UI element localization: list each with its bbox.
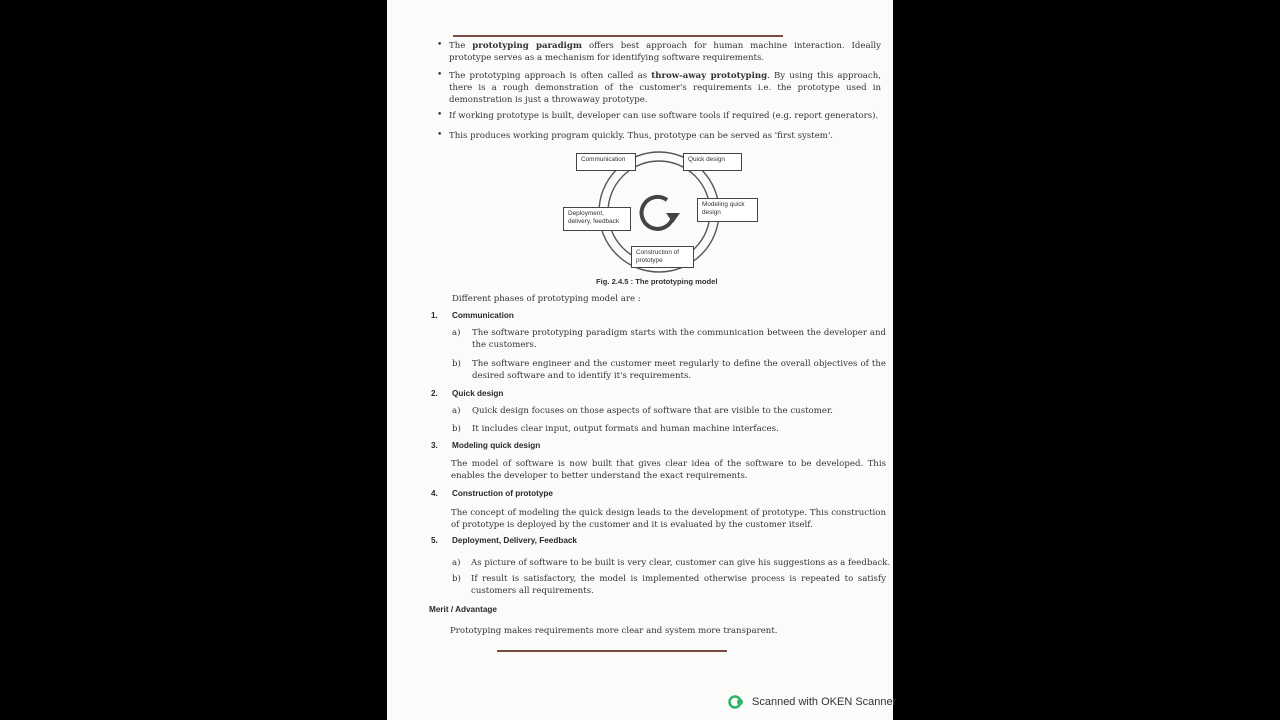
phase-deployment: Deployment, delivery, feedback bbox=[563, 207, 631, 231]
section-number: 4. bbox=[431, 489, 438, 498]
bullet-3: If working prototype is built, developer can use software tools if required (e.g. report generators). bbox=[449, 111, 879, 121]
item-label: b) bbox=[452, 574, 461, 584]
text: offers best approach for human machine interaction. Ideally prototype serves as a mechanism for identifying software requirements. bbox=[449, 41, 881, 63]
section-title: Deployment, Delivery, Feedback bbox=[452, 536, 577, 545]
item-label: a) bbox=[452, 558, 461, 568]
scanner-watermark bbox=[728, 695, 896, 709]
cycle-arrow-icon bbox=[642, 197, 673, 229]
bottom-rule bbox=[497, 650, 727, 652]
phase-modeling: Modeling quick design bbox=[697, 198, 758, 222]
item-text: Quick design focuses on those aspects of software that are visible to the customer. bbox=[472, 406, 833, 416]
item-text: The concept of modeling the quick design leads to the development of prototype. This construction of prototype is deployed by the customer and it is evaluated by the customer itself. bbox=[451, 508, 886, 530]
item-text: It includes clear input, output formats and human machine interfaces. bbox=[472, 424, 779, 434]
section-title: Communication bbox=[452, 311, 514, 320]
item-label: b) bbox=[452, 424, 461, 434]
bold-term: throw-away prototyping bbox=[651, 71, 768, 81]
item-text: As picture of software to be built is very clear, customer can give his suggestions as a feedback. bbox=[471, 558, 891, 568]
bullet-icon: • bbox=[437, 70, 443, 80]
item-text: The software prototyping paradigm starts with the communication between the developer and the customers. bbox=[472, 328, 886, 350]
bullet-icon: • bbox=[437, 130, 443, 140]
item-text: If result is satisfactory, the model is implemented otherwise process is repeated to satisfy customers all requirements. bbox=[471, 574, 886, 596]
oken-logo-icon bbox=[728, 695, 746, 709]
document-page bbox=[387, 0, 893, 720]
watermark-text: Scanned with OKEN Scanner bbox=[752, 696, 897, 708]
section-number: 1. bbox=[431, 311, 438, 320]
bullet-icon: • bbox=[437, 40, 443, 50]
section-title: Quick design bbox=[452, 389, 504, 398]
section-number: 2. bbox=[431, 389, 438, 398]
section-title: Modeling quick design bbox=[452, 441, 541, 450]
bullet-icon: • bbox=[437, 110, 443, 120]
item-text: The model of software is now built that gives clear idea of the software to be developed. This enables the developer to better understand the exact requirements. bbox=[451, 459, 886, 481]
top-rule bbox=[453, 35, 783, 37]
bullet-4: This produces working program quickly. Thus, prototype can be served as 'first system'. bbox=[449, 131, 834, 141]
text: . By using this approach, there is a rough demonstration of the customer's requirements i.e. the prototype used in demonstration is just a throwaway prototype. bbox=[449, 71, 881, 105]
merit-title: Merit / Advantage bbox=[429, 605, 497, 614]
intro-text: Different phases of prototyping model are : bbox=[452, 294, 641, 304]
item-label: a) bbox=[452, 328, 461, 338]
text: The prototyping approach is often called as bbox=[449, 71, 652, 81]
merit-text: Prototyping makes requirements more clear and system more transparent. bbox=[450, 626, 778, 636]
item-label: a) bbox=[452, 406, 461, 416]
section-title: Construction of prototype bbox=[452, 489, 553, 498]
bold-term: prototyping paradigm bbox=[472, 41, 583, 51]
item-text: The software engineer and the customer meet regularly to define the overall objectives of the desired software and to identify it's requirements. bbox=[472, 359, 886, 381]
text: The bbox=[449, 41, 473, 51]
phase-quick-design: Quick design bbox=[683, 153, 742, 171]
figure-caption: Fig. 2.4.5 : The prototyping model bbox=[596, 277, 718, 286]
phase-construction: Construction of prototype bbox=[631, 246, 694, 268]
section-number: 3. bbox=[431, 441, 438, 450]
bullet-1 bbox=[449, 40, 881, 64]
bullet-2 bbox=[449, 70, 881, 106]
item-label: b) bbox=[452, 359, 461, 369]
section-number: 5. bbox=[431, 536, 438, 545]
phase-communication: Communication bbox=[576, 153, 636, 171]
